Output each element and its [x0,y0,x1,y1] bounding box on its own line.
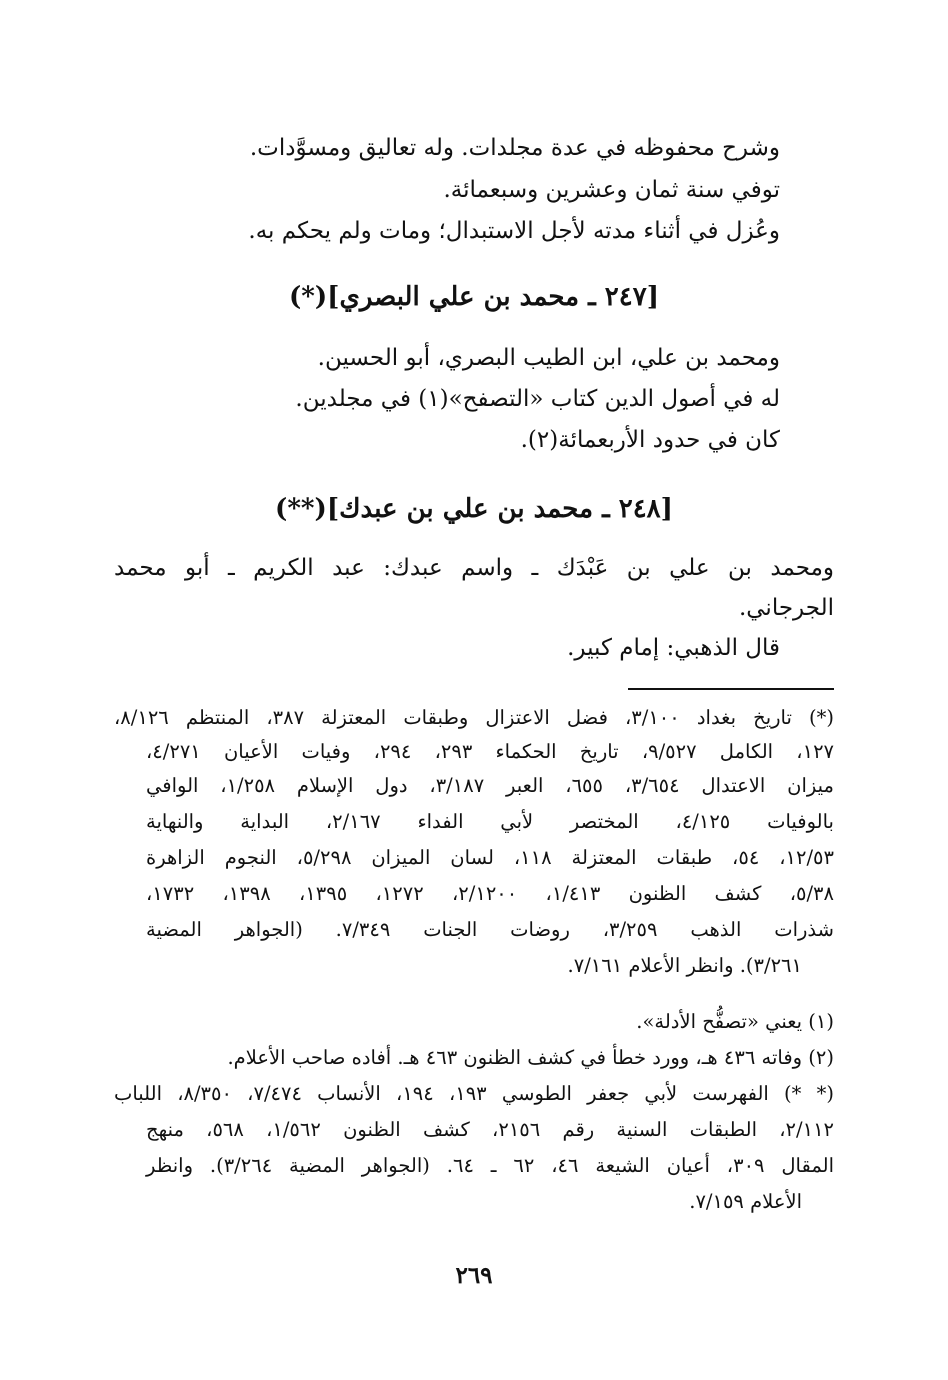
entry-247-line-3: كان في حدود الأربعمائة(٢). [520,427,780,453]
footnote-star-line-6: ٥/٣٨، كشف الظنون ١/٤١٣، ٢/١٢٠٠، ١٢٧٢، ١٣٩٥، ١٣٩٨، ١٧٣٢، [146,882,834,905]
page-number: ٢٦٩ [455,1262,493,1289]
entry-248-heading: [٢٤٨ ـ محمد بن علي بن عبدك](**) [275,494,673,524]
entry-247-line-1: ومحمد بن علي، ابن الطيب البصري، أبو الحسين. [317,345,780,371]
intro-line-1: وشرح محفوظه في عدة مجلدات. وله تعاليق ومسوَّدات. [249,135,780,161]
footnote-star-line-8: ٣/٢٦١). وانظر الأعلام ٧/١٦١. [567,954,802,977]
footnote-separator [628,688,834,690]
footnote-star-line-5: ١٢/٥٣، ٥٤، طبقات المعتزلة ١١٨، لسان الميزان ٥/٢٩٨، النجوم الزاهرة [146,846,834,869]
footnote-star-line-3: ميزان الاعتدال ٣/٦٥٤، ٦٥٥، العبر ٣/١٨٧، دول الإسلام ١/٢٥٨، الوافي [146,774,834,797]
footnote-star-line-1: (*) تاريخ بغداد ٣/١٠٠، فضل الاعتزال وطبقات المعتزلة ٣٨٧، المنتظم ٨/١٢٦، [114,706,834,729]
footnote-starstar-line-3: المقال ٣٠٩، أعيان الشيعة ٤٦، ٦٢ ـ ٦٤. (الجواهر المضية ٣/٢٦٤). وانظر [146,1154,834,1177]
entry-248-line-2: الجرجاني. [738,595,834,621]
footnote-star-line-2: ١٢٧، الكامل ٩/٥٢٧، تاريخ الحكماء ٢٩٣، ٢٩٤، وفيات الأعيان ٤/٢٧١، [146,740,835,763]
footnote-2: (٢) وفاته ٤٣٦ هـ، وورد خطأ في كشف الظنون ٤٦٣ هـ. أفاده صاحب الأعلام. [227,1046,834,1069]
intro-line-3: وعُزل في أثناء مدته لأجل الاستبدال؛ ومات ولم يحكم به. [248,218,780,244]
entry-248-line-1: ومحمد بن علي بن عَبْدَك ـ واسم عبدك: عبد الكريم ـ أبو محمد [114,555,834,581]
entry-247-line-2: له في أصول الدين كتاب «التصفح»(١) في مجلدين. [295,386,780,412]
footnote-starstar-line-2: ٢/١١٢، الطبقات السنية رقم ٢١٥٦، كشف الظنون ١/٥٦٢، ٥٦٨، منهج [146,1118,835,1141]
entry-248-line-3: قال الذهبي: إمام كبير. [567,635,780,661]
footnote-1: (١) يعني «تصفُّح الأدلة». [636,1010,834,1033]
intro-line-2: توفي سنة ثمان وعشرين وسبعمائة. [443,177,780,203]
footnote-starstar-line-4: الأعلام ٧/١٥٩. [689,1190,802,1213]
footnote-starstar-line-1: (* *) الفهرست لأبي جعفر الطوسي ١٩٣، ١٩٤، الأنساب ٧/٤٧٤، ٨/٣٥٠، اللباب [114,1082,834,1105]
footnote-star-line-7: شذرات الذهب ٣/٢٥٩، روضات الجنات ٧/٣٤٩. (الجواهر المضية [146,918,834,941]
footnote-star-line-4: بالوفيات ٤/١٢٥، المختصر لأبي الفداء ٢/١٦٧، البداية والنهاية [146,810,834,833]
entry-247-heading: [٢٤٧ ـ محمد بن علي البصري](*) [288,282,660,312]
